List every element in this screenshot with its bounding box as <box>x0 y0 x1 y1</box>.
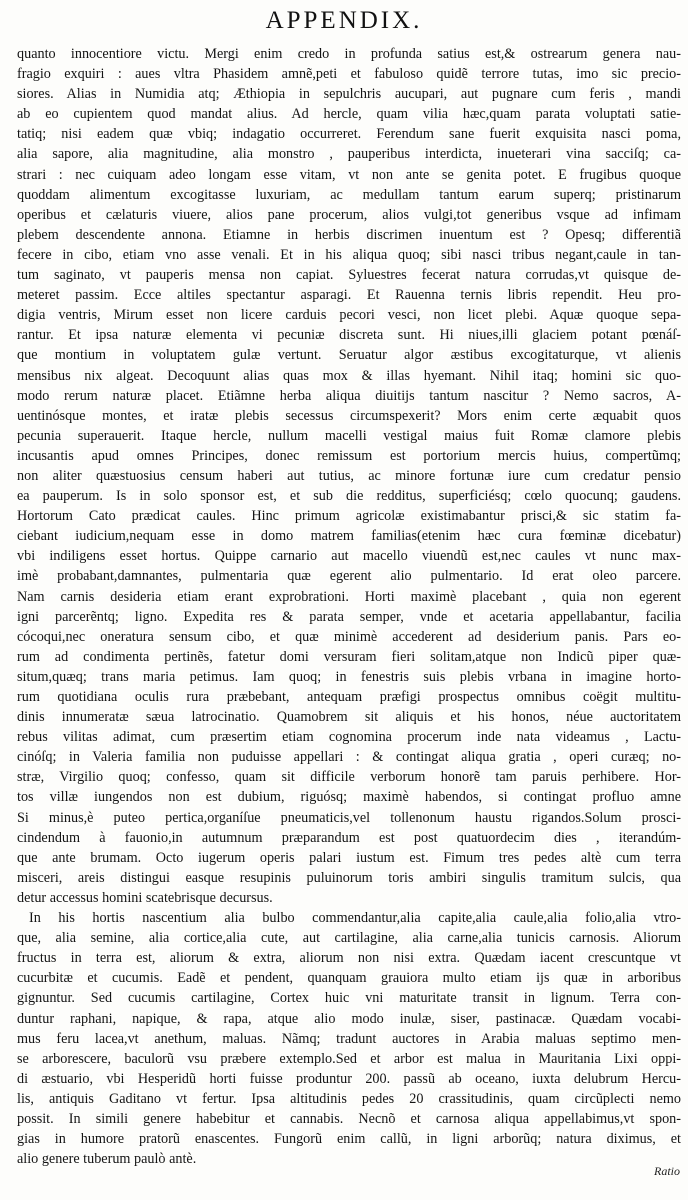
text-line: Nam carnis desideria etiam erant exprobrationi. Horti maximè placebant , quia non egerent <box>17 588 681 605</box>
text-line: Si minus,è puteo pertica,organíſue pneumaticis,vel tollenonum haustu rigandos.Solum prosci- <box>17 809 681 826</box>
text-line: tatiq; nisi eadem quæ vbiq; indagatio occurreret. Ferendum sane fuerit exquisita nasci poma, <box>17 126 681 143</box>
text-line: fructus in terra est, aliorum & extra, aliorum non nisi extra. Quædam iacent crescuntque vt <box>17 950 681 967</box>
text-line: cinóſq; in Valeria familia non puduisse appellari : & contingat aliqua gratia , operi curæq; no- <box>17 749 681 766</box>
text-line: situm,quæq; trans maria petimus. Iam quoq; in fenestris suis plebis vrbana in imagine horto- <box>17 668 681 685</box>
text-line: digia ventris, Mirum esset non licere carduis pecori vesci, non licet plebi. Aquæ quoque sepa- <box>17 307 681 324</box>
text-line: gias in humore pratorũ enascentes. Fungorũ enim callũ, in ligni arborũq; natura diximus, et <box>17 1131 681 1148</box>
text-line: tum saginato, vt pauperis mensa non capiat. Syluestres fecerat natura corrudas,vt quisque de- <box>17 267 681 284</box>
text-line: duntur raphani, napique, & rapa, atque alio modo inulæ, siser, pastinacæ. Quædam vocabi- <box>17 1010 681 1027</box>
text-line: pecunia superauerit. Itaque hercle, nullum macelli vestigal maius fuit Romæ clamore plebis <box>17 427 681 444</box>
body-text <box>17 44 681 1169</box>
text-line: operibus et cælaturis viuere, alios pane procerum, alios vulgi,tot generibus vsque ad infimam <box>17 206 681 223</box>
text-line: fragio exquiri : aues vltra Phasidem amnẽ,peti et fabuloso quidẽ terrore tutas, imo sic precio- <box>17 66 681 83</box>
text-line: rantur. Et ipsa naturæ elementa vi pecuniæ discreta sunt. Hi niues,illi glaciem potant pœnáſ- <box>17 327 681 344</box>
text-line: di æstuario, vbi Hesperidũ horti fuisse produntur 200. passũ ab oceano, iuxta delubrum Hercu- <box>17 1070 681 1087</box>
text-line: igni parcerẽntq; ligno. Expedita res & parata semper, vnde et acetaria appellabantur, facilia <box>17 608 681 625</box>
text-line: siores. Alias in Numidia atq; Æthiopia in sepulchris aucupari, aut pugnare cum feris , mandi <box>17 86 681 103</box>
text-line: tos villæ iungendos non est dubium, riguósq; maximè habendos, si contingat profluo amne <box>17 789 681 806</box>
text-line: imè probabant,damnantes, pulmentaria quæ egerent alio pulmentario. Id erat oleo parcere. <box>17 568 681 585</box>
text-line: rum quotidiana oculis rura præbebant, antequam præfigi prospectus omnibus coëgit multitu- <box>17 689 681 705</box>
text-line: cindendum à fauonio,in autumnum præparandum est post quatuordecim dies , iterandúm- <box>17 829 681 846</box>
text-line: que, alia semine, alia cortice,alia cute, aut cartilagine, alia carne,alia tunicis carnosis. Aliorum <box>17 930 681 947</box>
text-line: lis, antiquis Gaditano vt fertur. Ipsa altitudinis pedes 20 crassitudinis, quam circũplecti nemo <box>17 1090 681 1107</box>
text-line: strari : nec cuiquam adeo longam esse vitam, vt non ante se genita potet. E frugibus quoque <box>17 166 681 183</box>
catchword: Ratio <box>654 1164 680 1178</box>
text-line: gignuntur. Sed cucumis cartilagine, Cortex huic vni maturitate transit in lignum. Terra con- <box>17 990 681 1007</box>
text-line: stræ, Virgilio quoq; confesso, quam sit difficile verborum honorẽ tam paruis perhibere. Hor- <box>17 769 681 786</box>
text-line: non aliter quæstuosius censum haberi aut tutius, ac minore fortunæ iure cum credatur pensio <box>17 467 681 484</box>
text-line: meteret passim. Ecce altiles spectantur asparagi. Et Rauenna ternis libris rependit. Heu pro- <box>17 287 681 304</box>
text-line: quanto innocentiore victu. Mergi enim credo in profunda satius est,& ostrearum genera nau- <box>17 46 681 62</box>
text-line: misceri, areis distingui easque resupinis puluinorum toris ambiri singulis tramitum sulcis, qua <box>17 869 681 886</box>
text-line: alia sapore, alia magnitudine, alia monstro , pauperibus interdicta, inueterari vina sacciſq; ca- <box>17 146 681 163</box>
text-line: ea pauperum. Is in solo sponsor est, et sub die redditus, superficiésq; cœlo quocunq; gaudens. <box>17 488 681 505</box>
text-line: plebem descendente annona. Etiamne in herbis discrimen inuentum est ? Opesq; differentiã <box>17 226 681 243</box>
text-line: rum ad condimenta pertinẽs, fatetur domi versuram fieri solitam,atque non Indicũ piper quæ- <box>17 648 681 665</box>
text-line: incusantis apud omnes Principes, donec remissum est portorium mercis huius, compertũmq; <box>17 447 681 464</box>
text-line: quoddam alimentum excogitasse luxuriam, ac medullam tantum earum superq; pristinarum <box>17 186 681 203</box>
text-line: uentinósque montes, et iratæ plebis secessus circumspexerit? Mors enim certe æquabit quos <box>17 407 681 424</box>
text-line: Hortorum Cato prædicat caules. Hinc primum agricolæ existimabantur prisci,& sic statim fa- <box>17 508 681 525</box>
text-line: modo rerum naturæ placet. Etiãmne herba aliqua diuitijs tantum nascitur ? Nemo sacros, A- <box>17 387 681 404</box>
text-line: se arborescere, baculorũ vsu præbere extemplo.Sed et arbor est malua in Mauritania Lixi oppi- <box>17 1050 681 1067</box>
text-line: rebus vilitas adimat, cum præsertim etiam cognomina procerum inde nata videamus , Lactu- <box>17 729 681 746</box>
text-line: In his hortis nascentium alia bulbo commendantur,alia capite,alia caule,alia folio,alia vtro- <box>29 910 681 927</box>
text-line: possit. In simili genere habebitur et cannabis. Necnõ et carnosa aliqua appellabimus,vt spon- <box>17 1110 681 1127</box>
text-line: fecere in cibo, etiam vno asse venali. Et in his aliqua quoq; sibi nasci tribus negant,caule in tan- <box>17 246 681 263</box>
text-line: cucurbitæ et cucumis. Eadẽ et pendent, quanquam grauiora multo etiam ijs quæ in arboribus <box>17 970 681 987</box>
text-line: ciebant iudicium,nequam esse in domo matrem familias(etenim hæc cura fœminæ dicebatur) <box>17 528 681 545</box>
text-line: dinis innumeratæ sæua latrocinatio. Quamobrem sit aliquis et his honos, néue auctoritatem <box>17 709 681 726</box>
text-line: que ante brumam. Octo iugerum operis palari iustum est. Fimum tres pedes altè cum terra <box>17 849 681 866</box>
text-line: mus feru lacea,vt anethum, maluas. Nãmq; tradunt auctores in Arabia maluas septimo men- <box>17 1030 681 1047</box>
text-line: que montium in voluptatem gulæ vertunt. Seruatur algor æstibus excogitaturque, vt alienis <box>17 347 681 364</box>
text-line: cócoqui,nec oneratura sensum cibo, et quæ minimè accederent ad desiderium panis. Pars eo- <box>17 628 681 645</box>
text-line: ab eo cupientem quod mandat alius. Ad hercle, quam vilia hæc,quam parata voluptati satie- <box>17 106 681 123</box>
text-line: vbi indiligens esset hortus. Quippe carnario aut macello viuendũ est,nec caules vt nunc max- <box>17 548 681 565</box>
text-line: mensibus nix algeat. Decoquunt alias quas mox & illas hyemant. Nihil itaq; homini sic quo- <box>17 367 681 384</box>
text-line: detur accessus homini scatebrisque decursus. <box>17 889 273 906</box>
text-line: alio genere tuberum paulò antè. <box>17 1151 197 1168</box>
running-header: APPENDIX. <box>265 7 423 34</box>
